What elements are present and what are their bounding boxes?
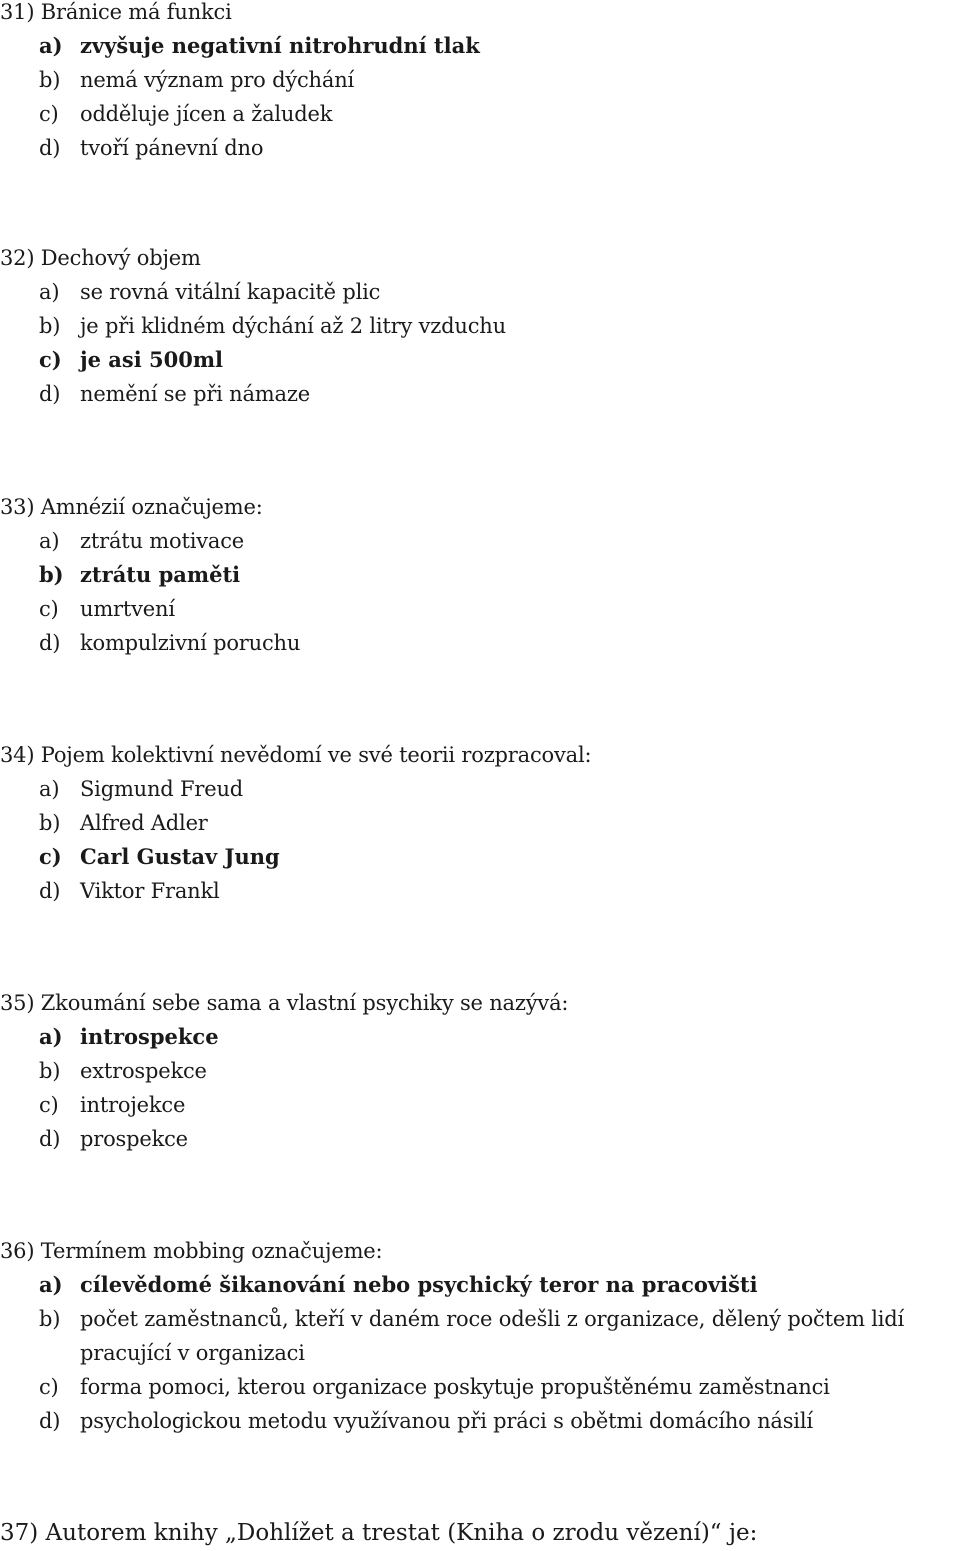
option-letter: a) <box>39 529 60 553</box>
option-letter: c) <box>39 1375 59 1399</box>
question-37 <box>0 1516 960 1550</box>
option-text: se rovná vitální kapacitě plic <box>80 280 381 304</box>
answer-option-correct <box>0 1268 960 1302</box>
answer-option <box>0 97 960 131</box>
answer-option <box>0 772 960 806</box>
option-text: umrtvení <box>80 597 175 621</box>
option-letter: b) <box>39 811 61 835</box>
option-letter: a) <box>39 1024 63 1049</box>
option-text: introjekce <box>80 1093 186 1117</box>
answer-option <box>0 131 960 165</box>
answer-option-correct <box>0 558 960 592</box>
answer-option <box>0 63 960 97</box>
option-text: zvyšuje negativní nitrohrudní tlak <box>80 33 480 58</box>
option-letter: d) <box>39 1409 61 1433</box>
answer-option <box>0 626 960 660</box>
question-title: 36) Termínem mobbing označujeme: <box>0 1239 383 1263</box>
question-33 <box>0 490 960 660</box>
option-letter: d) <box>39 879 61 903</box>
option-letter: c) <box>39 597 59 621</box>
option-text: Viktor Frankl <box>80 879 220 903</box>
option-text: psychologickou metodu využívanou při práci s obětmi domácího násilí <box>80 1409 813 1433</box>
option-letter: a) <box>39 280 60 304</box>
question-32 <box>0 241 960 411</box>
answer-option <box>0 1404 960 1438</box>
option-letter: b) <box>39 1059 61 1083</box>
option-text: extrospekce <box>80 1059 207 1083</box>
option-letter: a) <box>39 1272 63 1297</box>
answer-option <box>0 309 960 343</box>
answer-option-correct <box>0 29 960 63</box>
option-letter: d) <box>39 382 61 406</box>
question-title: 35) Zkoumání sebe sama a vlastní psychiky se nazývá: <box>0 991 569 1015</box>
option-text: nemění se při námaze <box>80 382 310 406</box>
answer-option <box>0 1370 960 1404</box>
option-letter: b) <box>39 314 61 338</box>
question-title: 33) Amnézií označujeme: <box>0 495 263 519</box>
answer-option <box>0 1122 960 1156</box>
option-letter: d) <box>39 136 61 160</box>
question-title: 34) Pojem kolektivní nevědomí ve své teorii rozpracoval: <box>0 743 592 767</box>
option-text: odděluje jícen a žaludek <box>80 102 333 126</box>
option-text: introspekce <box>80 1024 219 1049</box>
option-letter: b) <box>39 68 61 92</box>
answer-option-correct <box>0 1020 960 1054</box>
answer-option <box>0 1088 960 1122</box>
option-text: počet zaměstnanců, kteří v daném roce odešli z organizace, dělený počtem lidí pracující v organizaci <box>80 1307 905 1365</box>
option-letter: c) <box>39 1093 59 1117</box>
question-35 <box>0 986 960 1156</box>
question-34 <box>0 738 960 908</box>
answer-option-correct <box>0 840 960 874</box>
question-title: 32) Dechový objem <box>0 246 201 270</box>
answer-option <box>0 806 960 840</box>
question-title: 37) Autorem knihy „Dohlížet a trestat (Kniha o zrodu vězení)“ je: <box>0 1520 758 1546</box>
answer-option <box>0 377 960 411</box>
answer-option <box>0 524 960 558</box>
option-text: tvoří pánevní dno <box>80 136 264 160</box>
option-text: je asi 500ml <box>80 347 224 372</box>
option-text: prospekce <box>80 1127 188 1151</box>
option-text: ztrátu paměti <box>80 562 241 587</box>
answer-option <box>0 592 960 626</box>
option-text: Sigmund Freud <box>80 777 244 801</box>
option-text: nemá význam pro dýchání <box>80 68 355 92</box>
option-letter: c) <box>39 347 62 372</box>
answer-option <box>0 275 960 309</box>
option-text: kompulzivní poruchu <box>80 631 301 655</box>
option-text: Alfred Adler <box>80 811 208 835</box>
option-letter: c) <box>39 844 62 869</box>
option-text: ztrátu motivace <box>80 529 244 553</box>
option-letter: d) <box>39 631 61 655</box>
option-text: je při klidném dýchání až 2 litry vzduchu <box>80 314 506 338</box>
option-text: forma pomoci, kterou organizace poskytuje propuštěnému zaměstnanci <box>80 1375 830 1399</box>
option-letter: a) <box>39 777 60 801</box>
answer-option <box>0 874 960 908</box>
question-31 <box>0 0 960 165</box>
option-text: Carl Gustav Jung <box>80 844 280 869</box>
answer-option <box>0 1302 960 1370</box>
option-letter: a) <box>39 33 63 58</box>
option-text: cílevědomé šikanování nebo psychický teror na pracovišti <box>80 1272 758 1297</box>
answer-option-correct <box>0 343 960 377</box>
question-36 <box>0 1234 960 1438</box>
option-letter: c) <box>39 102 59 126</box>
option-letter: b) <box>39 1307 61 1331</box>
question-title: 31) Bránice má funkci <box>0 0 232 24</box>
answer-option <box>0 1054 960 1088</box>
option-letter: d) <box>39 1127 61 1151</box>
option-letter: b) <box>39 562 64 587</box>
